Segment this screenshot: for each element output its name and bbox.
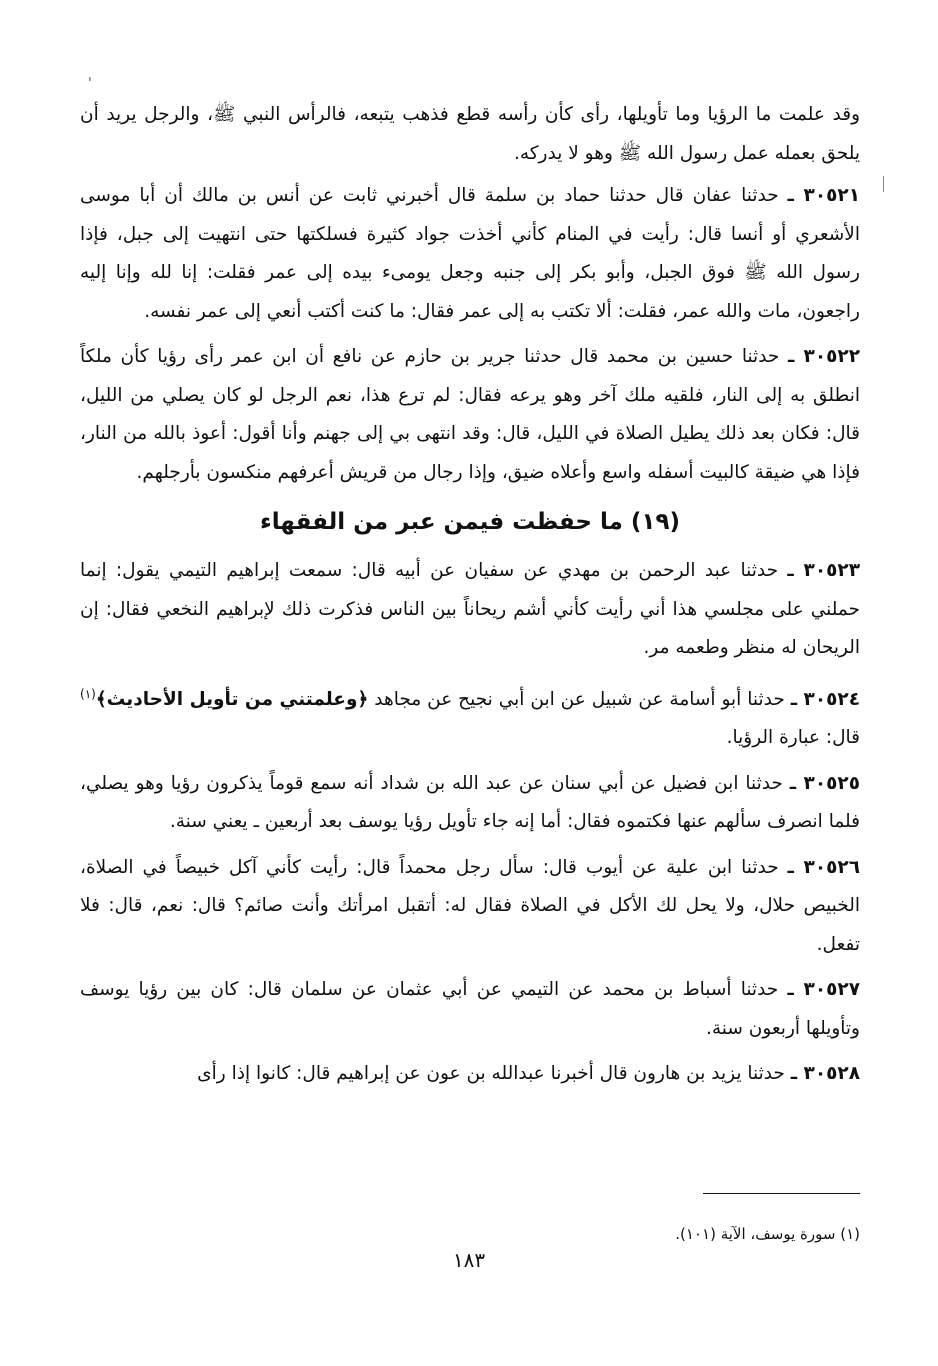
hadith-text-after: قال: عبارة الرؤيا. bbox=[726, 727, 860, 749]
hadith-text: حدثنا ابن فضيل عن أبي سنان عن عبد الله بن شداد أنه سمع قوماً يذكرون رؤيا وهو يصلي، فلما انصرف سألهم عنها فكتموه فقال: أما إنه جاء تأويل رؤيا يوسف بعد أربعين ـ يعني سنة. bbox=[80, 772, 860, 833]
hadith-number: ٣٠٥٢٦ ـ bbox=[787, 856, 861, 878]
hadith-number: ٣٠٥٢٣ ـ bbox=[787, 560, 861, 581]
paragraph-continuation bbox=[80, 96, 860, 173]
hadith-30522 bbox=[80, 338, 860, 492]
footnote-divider bbox=[703, 1193, 860, 1194]
hadith-text: حدثنا ابن علية عن أيوب قال: سأل رجل محمداً قال: رأيت كأني آكل خبيصاً في الصلاة، الخبيص حلال، ولا يحل لك الأكل في الصلاة فقال له: أتقبل امرأتك وأنت صائم؟ قال: نعم، قال: فلا تفعل. bbox=[80, 856, 860, 955]
hadith-text: حدثنا عبد الرحمن بن مهدي عن سفيان عن أبيه قال: سمعت إبراهيم التيمي يقول: إنما حملني على مجلسي هذا أني رأيت كأني أشم ريحاناً بين الناس فذكرت ذلك لإبراهيم النخعي فقال: إن الريحان له منظر وطعمه مر. bbox=[80, 560, 860, 658]
page-number: ١٨٣ bbox=[452, 1248, 486, 1272]
hadith-number: ٣٠٥٢٧ ـ bbox=[787, 979, 860, 1001]
hadith-text: حدثنا حسين بن محمد قال حدثنا جرير بن حازم عن نافع أن ابن عمر رأى رؤيا كأن ملكاً انطلق به إلى النار، فلقيه ملك آخر وهو يرعه فقال: لم ترع هذا، نعم الرجل لو كان يصلي من الليل، قال: فكان بعد ذلك يطيل الصلاة في الليل، قال: وقد انتهى بي إلى جهنم وأنا أقول: أعوذ بالله من النار، فإذا هي ضيقة كالبيت أسفله واسع وأعلاه ضيق، وإذا رجال من قريش أعرفهم منكسون بأرجلهم. bbox=[80, 346, 860, 483]
hadith-number: ٣٠٥٢١ ـ bbox=[787, 185, 861, 206]
footnote-reference: (١) bbox=[80, 686, 96, 701]
margin-line bbox=[883, 176, 884, 192]
quran-quote: ﴿وعلمتني من تأويل الأحاديث﴾ bbox=[95, 688, 369, 710]
hadith-text: حدثنا أسباط بن محمد عن التيمي عن أبي عثمان عن سلمان قال: كان بين رؤيا يوسف وتأويلها أربعون سنة. bbox=[80, 979, 860, 1039]
hadith-text: حدثنا عفان قال حدثنا حماد بن سلمة قال أخبرني ثابت عن أنس بن مالك أن أبا موسى الأشعري أو أنسا قال: رأيت في المنام كأني أخذت جواد كثيرة فسلكتها حتى انتهيت إلى جبل، فإذا رسول الله ﷺ فوق الجبل، وأبو بكر إلى جنبه وجعل يومىء بيده إلى عمر فقلت: إنا لله وإنا إليه راجعون، مات والله عمر، فقلت: ألا تكتب به إلى عمر فقال: ما كنت أكتب أنعي إلى عمر نفسه. bbox=[80, 185, 860, 322]
hadith-number: ٣٠٥٢٥ ـ bbox=[789, 772, 861, 794]
hadith-30524 bbox=[80, 675, 860, 758]
hadith-30523 bbox=[80, 552, 860, 668]
hadith-30528 bbox=[80, 1055, 860, 1094]
footnote: (١) سورة يوسف، الآية (١٠١). bbox=[675, 1225, 860, 1243]
hadith-30521 bbox=[80, 177, 860, 331]
hadith-text: حدثنا أبو أسامة عن شبيل عن ابن أبي نجيح عن مجاهد bbox=[374, 688, 785, 710]
section-heading: (١٩) ما حفظت فيمن عبر من الفقهاء bbox=[259, 509, 681, 535]
hadith-number: ٣٠٥٢٤ ـ bbox=[790, 688, 860, 710]
hadith-number: ٣٠٥٢٨ ـ bbox=[790, 1063, 860, 1085]
hadith-30527 bbox=[80, 971, 860, 1048]
hadith-30526 bbox=[80, 849, 860, 965]
hadith-text: حدثنا يزيد بن هارون قال أخبرنا عبدالله بن عون عن إبراهيم قال: كانوا إذا رأى bbox=[197, 1063, 785, 1085]
hadith-30525 bbox=[80, 765, 860, 842]
margin-tick: ˈ bbox=[88, 76, 92, 92]
hadith-number: ٣٠٥٢٢ ـ bbox=[788, 346, 860, 367]
paragraph-text: وقد علمت ما الرؤيا وما تأويلها، رأى كأن رأسه قطع فذهب يتبعه، فالرأس النبي ﷺ، والرجل يريد أن يلحق بعمله عمل رسول الله ﷺ وهو لا يدركه. bbox=[80, 104, 860, 164]
